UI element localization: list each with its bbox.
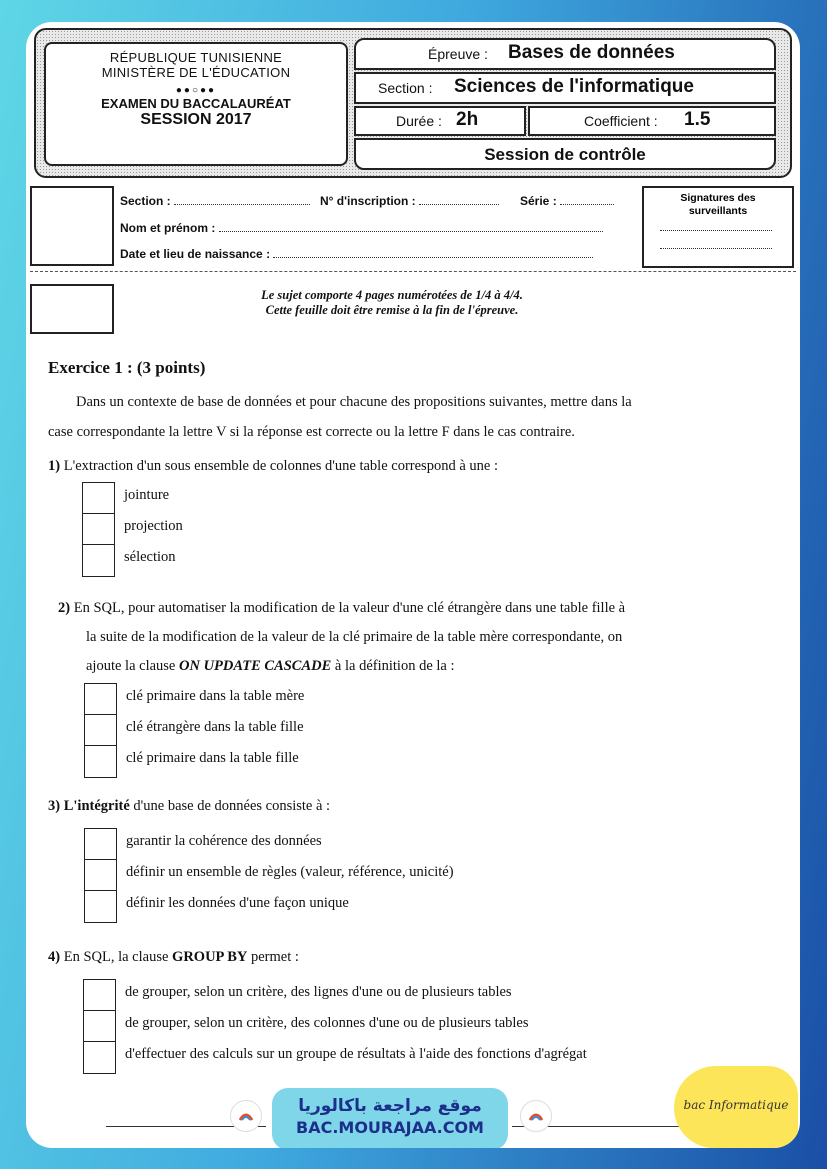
q2-answer-box-2[interactable] <box>85 715 115 744</box>
question-3-keyword: L'intégrité <box>63 798 130 814</box>
question-4-pre: En SQL, la clause <box>63 949 169 965</box>
site-badge-url: BAC.MOURAJAA.COM <box>296 1118 484 1137</box>
candidate-number-box <box>30 186 114 266</box>
q2-answer-box-1[interactable] <box>85 684 115 713</box>
naissance-field <box>120 247 593 261</box>
question-3-text: d'une base de données consiste à : <box>133 798 331 814</box>
question-2-number: 2) <box>58 600 71 616</box>
republic-label: RÉPUBLIQUE TUNISIENNE <box>109 50 283 65</box>
q3-option-3: définir les données d'une façon unique <box>126 895 349 911</box>
section-box <box>354 72 776 104</box>
exercise-title: Exercice 1 : (3 points) <box>48 358 206 377</box>
signatures-box <box>642 186 794 268</box>
epreuve-label: Épreuve : <box>428 46 488 62</box>
q4-answer-box-2[interactable] <box>84 1011 114 1040</box>
q4-option-2: de grouper, selon un critère, des colonnes d'une ou de plusieurs tables <box>125 1015 529 1031</box>
question-4-number: 4) <box>48 949 61 965</box>
question-1 <box>48 452 498 480</box>
q1-answer-box-1[interactable] <box>83 483 113 512</box>
q4-option-1: de grouper, selon un critère, des lignes d'une ou de plusieurs tables <box>125 984 512 1000</box>
serie-field <box>520 194 614 208</box>
question-2-line-3 <box>86 652 455 680</box>
coefficient-value: 1.5 <box>684 109 711 130</box>
ministry-label: MINISTÈRE DE L'ÉDUCATION <box>101 65 291 80</box>
question-1-number: 1) <box>48 458 61 474</box>
site-badge-arabic: موقع مراجعة باكالوريا <box>298 1096 482 1116</box>
signature-line-1[interactable] <box>660 230 772 231</box>
grade-box <box>30 284 114 334</box>
question-4 <box>48 943 299 971</box>
serie-field-label: Série : <box>520 194 557 208</box>
q2-option-2: clé étrangère dans la table fille <box>126 719 304 735</box>
section-field-line[interactable] <box>174 194 310 205</box>
question-2-line-1 <box>58 594 625 622</box>
question-4-keyword: GROUP BY <box>172 949 248 965</box>
nom-field-label: Nom et prénom : <box>120 221 216 235</box>
dots-ornament: ●●○●● <box>175 85 217 96</box>
question-2-line-2: la suite de la modification de la valeur de la clé primaire de la table mère correspondante, on <box>86 629 623 645</box>
q1-answer-box-2[interactable] <box>83 514 113 543</box>
session-type: Session de contrôle <box>484 145 646 164</box>
epreuve-box <box>354 38 776 70</box>
q2-answer-box-3[interactable] <box>85 746 115 775</box>
section-value: Sciences de l'informatique <box>454 76 694 97</box>
nom-field <box>120 221 603 235</box>
naissance-field-line[interactable] <box>273 247 593 258</box>
q2-option-3: clé primaire dans la table fille <box>126 750 299 766</box>
q1-option-3: sélection <box>124 549 176 565</box>
question-3-number: 3) <box>48 798 61 814</box>
ministry-block <box>44 42 348 166</box>
section-field-label: Section : <box>120 194 171 208</box>
page-note <box>120 288 664 318</box>
inscription-field-label: N° d'inscription : <box>320 194 416 208</box>
section-label: Section : <box>378 80 433 96</box>
duree-label: Durée : <box>396 113 442 129</box>
question-2-pre: ajoute la clause <box>86 658 176 674</box>
exam-page <box>26 22 800 1148</box>
site-logo-left-icon <box>230 1100 262 1132</box>
session-type-box <box>354 138 776 170</box>
exam-label: EXAMEN DU BACCALAURÉAT <box>101 96 291 111</box>
serie-field-line[interactable] <box>560 194 614 205</box>
bac-informatique-sticker <box>674 1066 798 1148</box>
q4-answer-box-1[interactable] <box>84 980 114 1009</box>
signature-line-2[interactable] <box>660 248 772 249</box>
cut-line <box>30 271 796 272</box>
q1-option-1: jointure <box>124 487 170 503</box>
exam-header <box>34 28 792 178</box>
q3-option-2: définir un ensemble de règles (valeur, référence, unicité) <box>126 864 454 880</box>
question-3 <box>48 792 330 820</box>
question-2-keyword: ON UPDATE CASCADE <box>179 658 332 674</box>
q1-answer-box-3[interactable] <box>83 545 113 574</box>
site-badge[interactable] <box>272 1088 508 1148</box>
duree-box <box>354 106 526 136</box>
coefficient-label: Coefficient : <box>584 113 658 129</box>
q2-option-1: clé primaire dans la table mère <box>126 688 305 704</box>
site-logo-right-icon <box>520 1100 552 1132</box>
session-year: SESSION 2017 <box>140 111 252 128</box>
intro-line-1: Dans un contexte de base de données et pour chacune des propositions suivantes, mettre dans la <box>76 394 632 410</box>
question-2-text-1: En SQL, pour automatiser la modification de la valeur d'une clé étrangère dans une table fille à <box>73 600 626 616</box>
intro-line-2: case correspondante la lettre V si la réponse est correcte ou la lettre F dans le cas contraire. <box>48 424 575 440</box>
q4-option-3: d'effectuer des calculs sur un groupe de résultats à l'aide des fonctions d'agrégat <box>125 1046 587 1062</box>
q3-answer-box-2[interactable] <box>85 860 115 889</box>
q4-answer-box-3[interactable] <box>84 1042 114 1071</box>
sticker-text: bac Informatique <box>683 1098 789 1112</box>
signatures-label: Signatures des surveillants <box>680 192 756 217</box>
question-4-post: permet : <box>251 949 299 965</box>
note-line-1: Le sujet comporte 4 pages numérotées de 1/4 à 4/4. <box>261 288 523 302</box>
q3-option-1: garantir la cohérence des données <box>126 833 322 849</box>
q3-answer-box-1[interactable] <box>85 829 115 858</box>
coefficient-box <box>528 106 776 136</box>
section-field <box>120 194 310 208</box>
question-1-text: L'extraction d'un sous ensemble de colonnes d'une table correspond à une : <box>63 458 498 474</box>
nom-field-line[interactable] <box>219 221 603 232</box>
q3-answer-box-3[interactable] <box>85 891 115 920</box>
inscription-field <box>320 194 499 208</box>
question-2-post: à la définition de la : <box>334 658 455 674</box>
inscription-field-line[interactable] <box>419 194 499 205</box>
duree-value: 2h <box>456 109 479 130</box>
naissance-field-label: Date et lieu de naissance : <box>120 247 271 261</box>
epreuve-value: Bases de données <box>508 42 675 63</box>
note-line-2: Cette feuille doit être remise à la fin de l'épreuve. <box>265 303 519 317</box>
q1-option-2: projection <box>124 518 183 534</box>
